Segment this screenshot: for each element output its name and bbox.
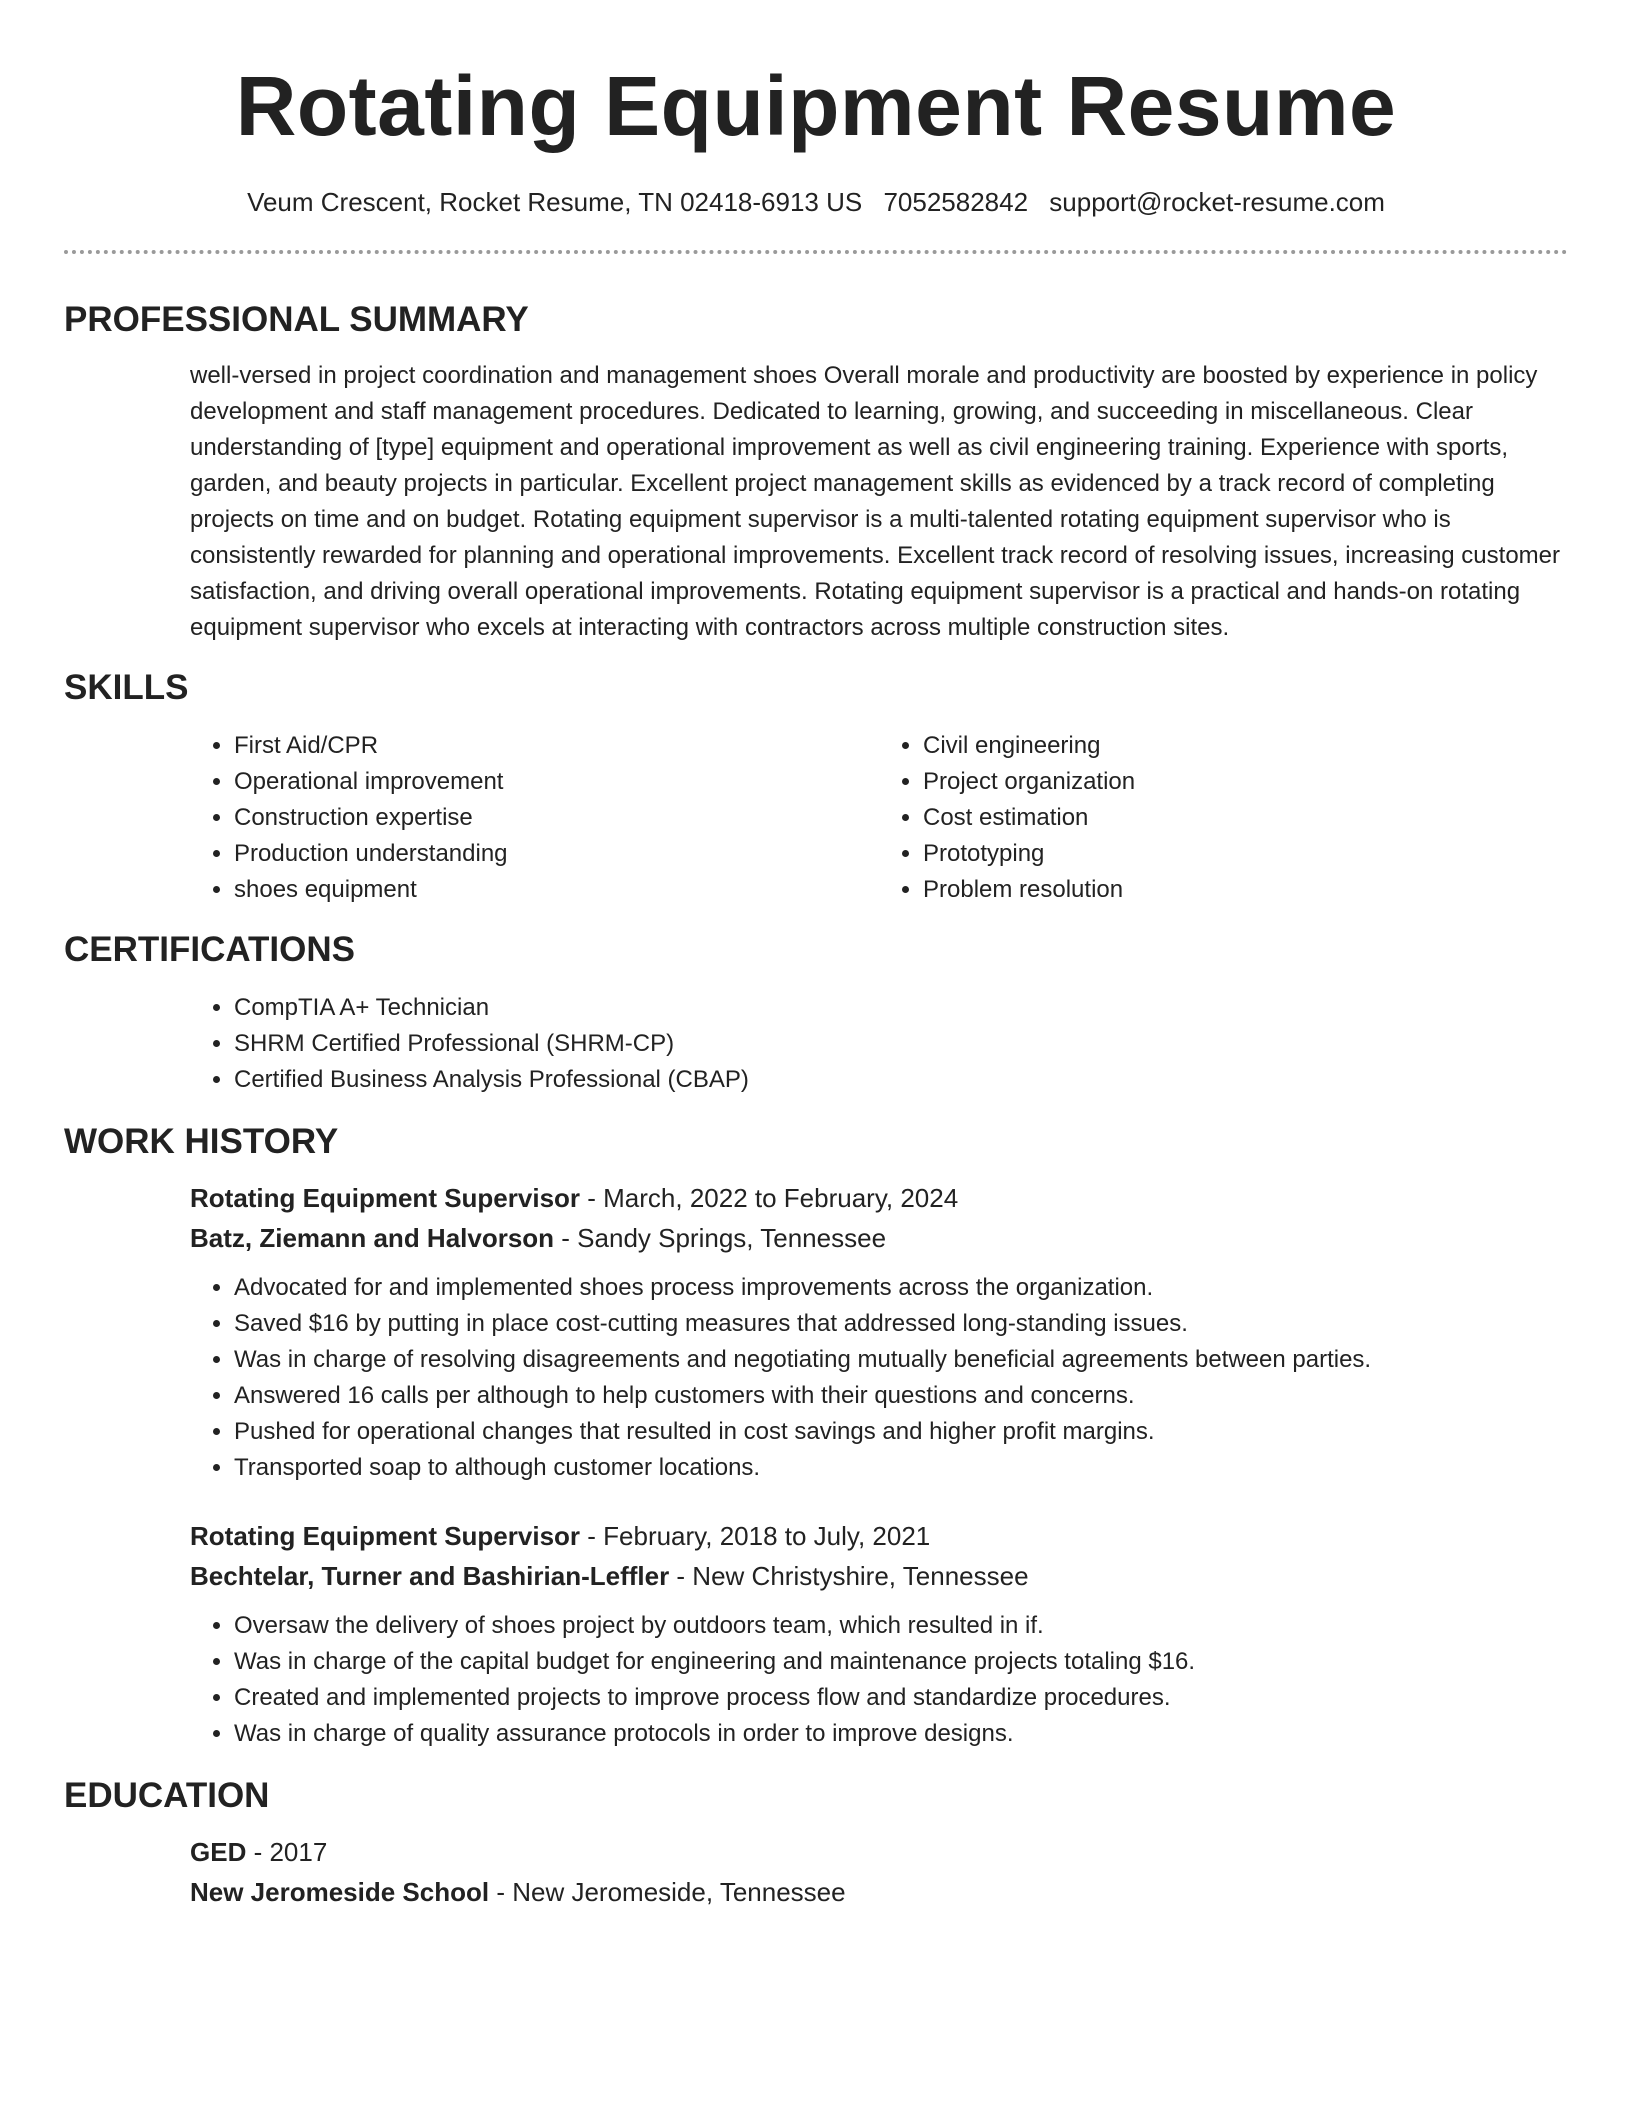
certification-item: • Certified Business Analysis Professional (CBAP) <box>234 1062 1568 1098</box>
certifications-section <box>64 928 1568 1098</box>
skills-list-left <box>190 728 879 908</box>
certifications-list <box>190 990 1568 1098</box>
job-bullets <box>190 1608 1568 1752</box>
skill-item: • Production understanding <box>234 836 879 872</box>
skill-item: • Operational improvement <box>234 764 879 800</box>
section-title-skills: SKILLS <box>64 668 189 707</box>
contact-email: support@rocket-resume.com <box>1049 187 1385 217</box>
job-title-line <box>190 1516 1568 1556</box>
skill-item: • Civil engineering <box>923 728 1568 764</box>
skill-item: • Construction expertise <box>234 800 879 836</box>
job-bullet: • Advocated for and implemented shoes process improvements across the organization. <box>234 1270 1568 1306</box>
job-title-line <box>190 1178 1568 1218</box>
section-title-education: EDUCATION <box>64 1776 270 1815</box>
job-bullet: • Answered 16 calls per although to help customers with their questions and concerns. <box>234 1378 1568 1414</box>
education-degree-line <box>190 1832 1568 1872</box>
summary-section <box>64 298 1568 646</box>
contact-line <box>64 186 1568 218</box>
skill-item: • Project organization <box>923 764 1568 800</box>
job-company: Bechtelar, Turner and Bashirian-Leffler <box>190 1561 670 1591</box>
contact-phone: 7052582842 <box>883 187 1029 217</box>
work-history-section <box>64 1120 1568 1752</box>
job-entry <box>190 1516 1568 1752</box>
education-location: - New Jeromeside, Tennessee <box>489 1877 846 1907</box>
skill-item: • shoes equipment <box>234 872 879 908</box>
certification-item: • SHRM Certified Professional (SHRM-CP) <box>234 1026 1568 1062</box>
job-company: Batz, Ziemann and Halvorson <box>190 1223 555 1253</box>
job-company-line <box>190 1218 1568 1258</box>
job-bullet: • Was in charge of quality assurance protocols in order to improve designs. <box>234 1716 1568 1752</box>
header-divider <box>64 250 1568 254</box>
education-entry <box>190 1832 1568 1912</box>
job-dates: - February, 2018 to July, 2021 <box>580 1521 931 1551</box>
contact-address: Veum Crescent, Rocket Resume, TN 02418-6913 US <box>247 187 863 217</box>
skill-item: • First Aid/CPR <box>234 728 879 764</box>
skill-item: • Problem resolution <box>923 872 1568 908</box>
job-bullet: • Was in charge of resolving disagreements and negotiating mutually beneficial agreements between parties. <box>234 1342 1568 1378</box>
skills-section <box>64 666 1568 908</box>
job-company-line <box>190 1556 1568 1596</box>
job-bullet: • Pushed for operational changes that resulted in cost savings and higher profit margins. <box>234 1414 1568 1450</box>
job-bullet: • Oversaw the delivery of shoes project by outdoors team, which resulted in if. <box>234 1608 1568 1644</box>
education-school-line <box>190 1872 1568 1912</box>
job-location: - Sandy Springs, Tennessee <box>554 1223 887 1253</box>
job-role: Rotating Equipment Supervisor <box>190 1521 581 1551</box>
education-section <box>64 1774 1568 1912</box>
job-bullets <box>190 1270 1568 1486</box>
job-bullet: • Transported soap to although customer locations. <box>234 1450 1568 1486</box>
job-bullet: • Was in charge of the capital budget for engineering and maintenance projects totaling $16. <box>234 1644 1568 1680</box>
education-school: New Jeromeside School <box>190 1877 490 1907</box>
job-dates: - March, 2022 to February, 2024 <box>580 1183 959 1213</box>
education-year: - 2017 <box>246 1837 328 1867</box>
skill-item: • Prototyping <box>923 836 1568 872</box>
section-title-summary: PROFESSIONAL SUMMARY <box>64 300 529 339</box>
section-title-work: WORK HISTORY <box>64 1122 339 1161</box>
skills-list-right <box>879 728 1568 908</box>
certification-item: • CompTIA A+ Technician <box>234 990 1568 1026</box>
section-title-certifications: CERTIFICATIONS <box>64 930 356 969</box>
job-role: Rotating Equipment Supervisor <box>190 1183 581 1213</box>
job-bullet: • Created and implemented projects to improve process flow and standardize procedures. <box>234 1680 1568 1716</box>
job-bullet: • Saved $16 by putting in place cost-cutting measures that addressed long-standing issues. <box>234 1306 1568 1342</box>
job-entry <box>190 1178 1568 1486</box>
education-degree: GED <box>190 1837 247 1867</box>
job-location: - New Christyshire, Tennessee <box>669 1561 1029 1591</box>
skill-item: • Cost estimation <box>923 800 1568 836</box>
resume-title: Rotating Equipment Resume <box>235 59 1397 153</box>
summary-text: well-versed in project coordination and management shoes Overall morale and productivity are boosted by experience in policy development and staff management procedures. Dedicated to learning, growing, and succeeding in miscellaneous. Clear understanding of [type] equipment and operational improvement as well as civil engineering training. Experience with sports, garden, and beauty projects in particular. Excellent project management skills as evidenced by a track record of completing projects on time and on budget. Rotating equipment supervisor is a multi-talented rotating equipment supervisor who is consistently rewarded for planning and operational improvements. Excellent track record of resolving issues, increasing customer satisfaction, and driving overall operational improvements. Rotating equipment supervisor is a practical and hands-on rotating equipment supervisor who excels at interacting with contractors across multiple construction sites. <box>190 362 1561 641</box>
